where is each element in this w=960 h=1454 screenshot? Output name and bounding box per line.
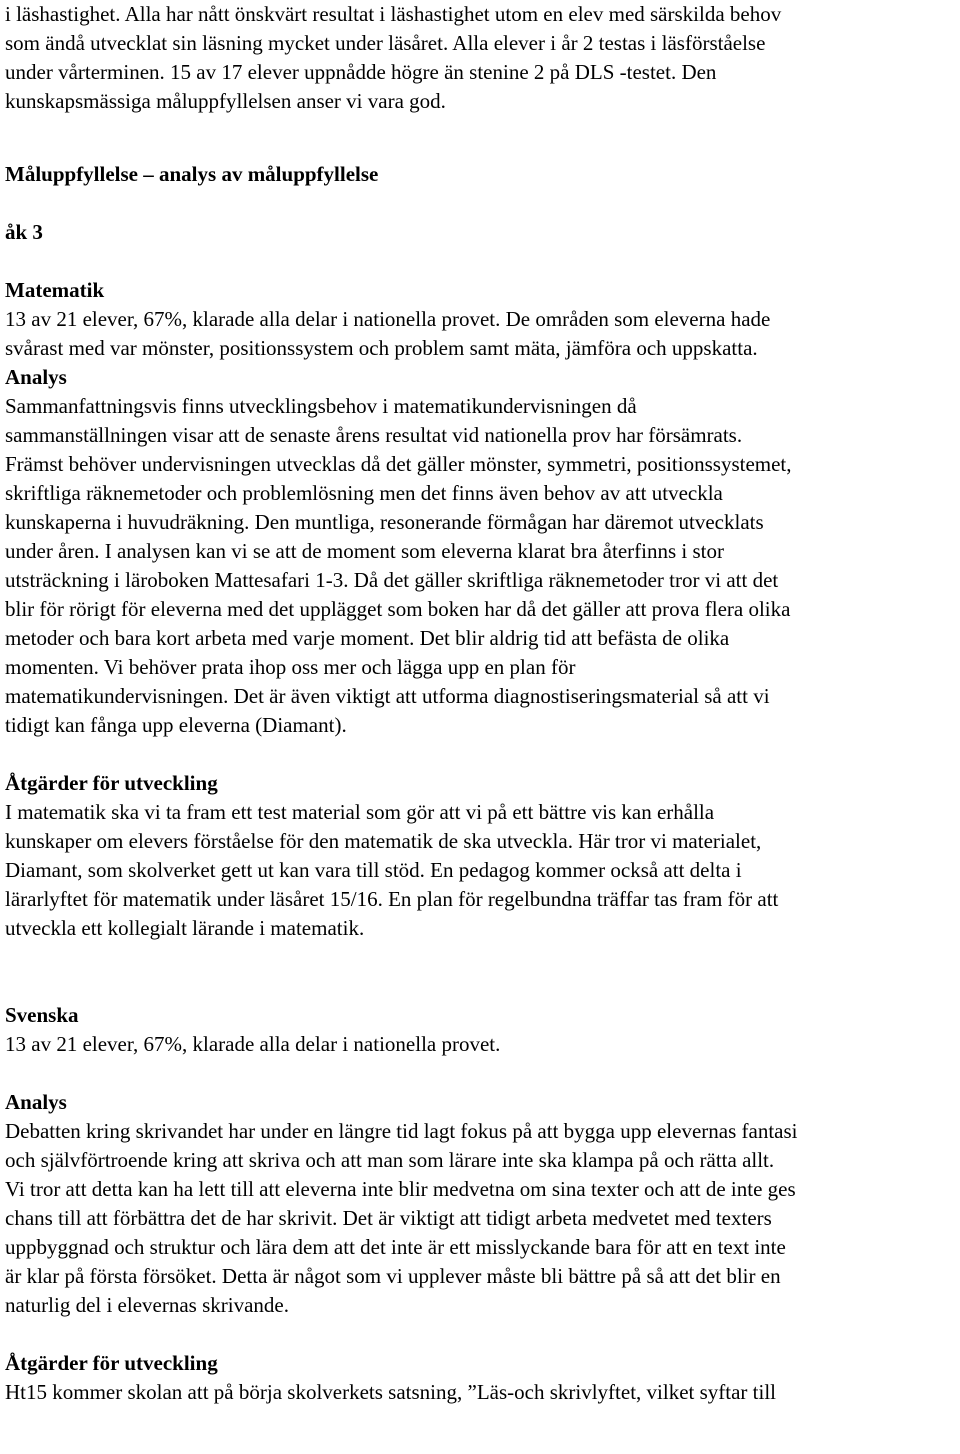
svenska-analys-paragraph xyxy=(5,1117,956,1320)
atgarder-heading: Åtgärder för utveckling xyxy=(5,771,218,795)
text-line: under vårterminen. 15 av 17 elever uppnådde högre än stenine 2 på DLS -testet. Den xyxy=(5,60,717,84)
text-line: skriftliga räknemetoder och problemlösning men det finns även behov av att utveckla xyxy=(5,481,723,505)
text-line: som ändå utvecklat sin läsning mycket under läsåret. Alla elever i år 2 testas i läsförståelse xyxy=(5,31,766,55)
text-line: chans till att förbättra det de har skrivit. Det är viktigt att tidigt arbeta medvetet med texters xyxy=(5,1206,772,1230)
text-line: Sammanfattningsvis finns utvecklingsbehov i matematikundervisningen då xyxy=(5,394,637,418)
subject-heading-svenska: Svenska xyxy=(5,1003,79,1027)
text-line: kunskapsmässiga måluppfyllelsen anser vi vara god. xyxy=(5,89,446,113)
svenska-atgarder-paragraph xyxy=(5,1378,956,1407)
atgarder-heading: Åtgärder för utveckling xyxy=(5,1351,218,1375)
text-line: uppbyggnad och struktur och lära dem att det inte är ett misslyckande bara för att en text inte xyxy=(5,1235,786,1259)
intro-paragraph xyxy=(5,0,956,116)
text-line: naturlig del i elevernas skrivande. xyxy=(5,1293,289,1317)
analys-heading: Analys xyxy=(5,1090,67,1114)
matematik-analys-paragraph xyxy=(5,392,956,740)
text-line: i läshastighet. Alla har nått önskvärt resultat i läshastighet utom en elev med särskilda behov xyxy=(5,2,782,26)
text-line: 13 av 21 elever, 67%, klarade alla delar i nationella provet. De områden som eleverna hade xyxy=(5,307,771,331)
text-line: Diamant, som skolverket gett ut kan vara till stöd. En pedagog kommer också att delta i xyxy=(5,858,742,882)
text-line: svårast med var mönster, positionssystem och problem samt mäta, jämföra och uppskatta. xyxy=(5,336,758,360)
text-line: utveckla ett kollegialt lärande i matematik. xyxy=(5,916,365,940)
text-line: tidigt kan fånga upp eleverna (Diamant). xyxy=(5,713,347,737)
text-line: är klar på första försöket. Detta är något som vi upplever måste bli bättre på så att det blir en xyxy=(5,1264,781,1288)
text-line: 13 av 21 elever, 67%, klarade alla delar i nationella provet. xyxy=(5,1032,501,1056)
text-line: sammanställningen visar att de senaste årens resultat vid nationella prov har försämrats. xyxy=(5,423,743,447)
text-line: I matematik ska vi ta fram ett test material som gör att vi på ett bättre vis kan erhålla xyxy=(5,800,715,824)
text-line: momenten. Vi behöver prata ihop oss mer och lägga upp en plan för xyxy=(5,655,576,679)
text-line: utsträckning i läroboken Mattesafari 1-3. Då det gäller skriftliga räknemetoder tror vi att det xyxy=(5,568,779,592)
text-line: och självförtroende kring att skriva och att man som lärare inte ska klampa på och rätta allt. xyxy=(5,1148,775,1172)
text-line: metoder och bara kort arbeta med varje moment. Det blir aldrig tid att befästa de olika xyxy=(5,626,730,650)
text-line: kunskaperna i huvudräkning. Den muntliga, resonerande förmågan har däremot utvecklats xyxy=(5,510,764,534)
text-line: blir för rörigt för eleverna med det upplägget som boken har då det gäller att prova flera olika xyxy=(5,597,791,621)
text-line: Ht15 kommer skolan att på börja skolverkets satsning, ”Läs-och skrivlyftet, vilket syftar till xyxy=(5,1380,777,1404)
analys-heading: Analys xyxy=(5,365,67,389)
text-line: matematikundervisningen. Det är även viktigt att utforma diagnostiseringsmaterial så att vi xyxy=(5,684,770,708)
matematik-result-paragraph xyxy=(5,305,956,363)
text-line: Vi tror att detta kan ha lett till att eleverna inte blir medvetna om sina texter och att de inte ges xyxy=(5,1177,796,1201)
text-line: kunskaper om elevers förståelse för den matematik de ska utveckla. Här tror vi materialet, xyxy=(5,829,762,853)
section-heading: Måluppfyllelse – analys av måluppfyllelse xyxy=(5,162,379,186)
grade-heading: åk 3 xyxy=(5,220,43,244)
matematik-atgarder-paragraph xyxy=(5,798,956,943)
svenska-result-paragraph xyxy=(5,1030,956,1059)
subject-heading-matematik: Matematik xyxy=(5,278,105,302)
text-line: lärarlyftet för matematik under läsåret 15/16. En plan för regelbundna träffar tas fram för att xyxy=(5,887,779,911)
text-line: Debatten kring skrivandet har under en längre tid lagt fokus på att bygga upp elevernas fantasi xyxy=(5,1119,798,1143)
text-line: Främst behöver undervisningen utvecklas då det gäller mönster, symmetri, positionssystemet, xyxy=(5,452,792,476)
text-line: under åren. I analysen kan vi se att de moment som eleverna klarat bra återfinns i stor xyxy=(5,539,724,563)
